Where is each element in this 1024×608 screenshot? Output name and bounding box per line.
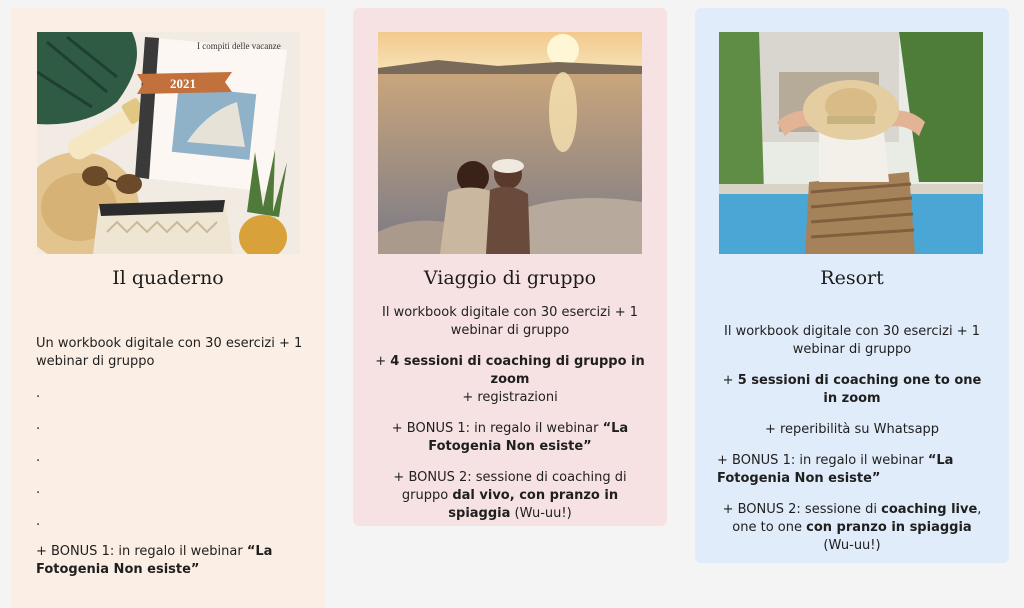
bonus1-prefix: + BONUS 1: in regalo il webinar — [717, 453, 928, 468]
coaching-bold: 4 sessioni di coaching di gruppo in zoom — [390, 354, 645, 387]
bonus1-text — [36, 543, 304, 579]
card-description — [375, 304, 645, 523]
plan-card-viaggio — [353, 8, 667, 526]
intro-text: Un workbook digitale con 30 esercizi + 1 webinar di gruppo — [36, 336, 303, 369]
bonus2-bold-coaching: coaching live — [881, 502, 978, 517]
sunset-image — [378, 32, 642, 254]
coaching-text — [717, 372, 987, 408]
bonus1-prefix: + BONUS 1: in regalo il webinar — [391, 421, 603, 436]
bonus1-bold: “La Fotogenia Non esiste” — [717, 453, 954, 486]
bonus1-text — [717, 452, 987, 488]
quaderno-image — [37, 32, 300, 254]
dot-separator: . — [36, 386, 41, 401]
bonus2-prefix: + BONUS 2: sessione di — [722, 502, 882, 517]
coaching-prefix: + — [375, 354, 391, 369]
whatsapp-text: + reperibilità su Whatsapp — [764, 422, 940, 437]
plan-card-resort — [695, 8, 1009, 563]
card-description — [36, 335, 304, 579]
bonus2-suffix: (Wu-uu!) — [510, 506, 572, 521]
bonus2-bold: dal vivo, con pranzo in spiaggia — [448, 488, 619, 521]
resort-image — [719, 32, 983, 254]
bonus1-prefix: + BONUS 1: in regalo il webinar — [36, 544, 247, 559]
intro-text: Il workbook digitale con 30 esercizi + 1 webinar di gruppo — [724, 324, 980, 357]
coaching-bold: 5 sessioni di coaching one to one in zoom — [737, 373, 982, 406]
bonus2-text — [375, 469, 645, 523]
dot-separator: . — [36, 514, 41, 529]
card-title: Il quaderno — [112, 267, 224, 289]
card-description — [717, 323, 987, 555]
coaching-suffix: + registrazioni — [462, 390, 558, 405]
dot-separator: . — [36, 450, 41, 465]
coaching-prefix: + — [722, 373, 738, 388]
bonus2-mid: , one to one — [732, 502, 982, 535]
book-title-text: I compiti delle vacanze — [197, 41, 281, 51]
bonus1-bold: “La Fotogenia Non esiste” — [36, 544, 273, 577]
bonus2-bold-pranzo: con pranzo in spiaggia — [806, 520, 972, 535]
dot-separator: . — [36, 418, 41, 433]
bonus1-text — [375, 420, 645, 456]
card-title: Viaggio di gruppo — [423, 267, 597, 289]
plan-card-quaderno — [11, 8, 325, 608]
bonus2-text — [717, 501, 987, 555]
bonus1-bold: “La Fotogenia Non esiste” — [428, 421, 629, 454]
card-title: Resort — [820, 267, 884, 289]
banner-2021-text: 2021 — [170, 76, 196, 91]
coaching-text — [375, 353, 645, 407]
dot-separator: . — [36, 482, 41, 497]
intro-text: Il workbook digitale con 30 esercizi + 1 webinar di gruppo — [382, 305, 638, 338]
bonus2-prefix: + BONUS 2: sessione di coaching di gruppo — [393, 470, 627, 503]
bonus2-suffix: (Wu-uu!) — [823, 538, 881, 553]
